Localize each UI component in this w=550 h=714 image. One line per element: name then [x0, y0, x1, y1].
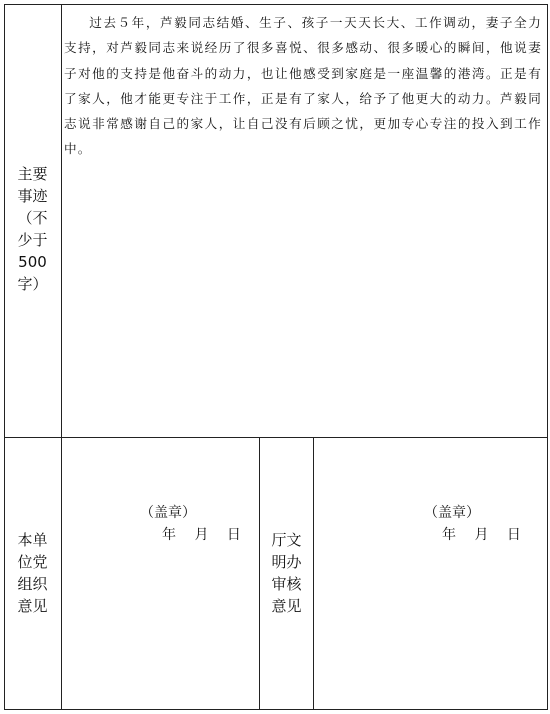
unit-seal-text: （盖章） [140, 505, 196, 521]
main-deeds-label: 主要 事迹 （不 少于 500 字） [17, 165, 48, 293]
main-deeds-content [64, 10, 542, 162]
label-column-divider [61, 4, 62, 710]
row-divider [4, 437, 548, 438]
unit-party-opinion-label: 本单 位党 组织 意见 [17, 531, 48, 615]
office-review-opinion-label: 厅文 明办 审核 意见 [271, 531, 302, 615]
office-date-text: 年 月 日 [442, 527, 521, 543]
unit-date-text: 年 月 日 [162, 527, 241, 543]
main-deeds-paragraph: 过去５年，芦毅同志结婚、生子、孩子一天天长大、工作调动，妻子全力支持，对芦毅同志来说经历了很多喜悦、很多感动、很多暖心的瞬间，他说妻子对他的支持是他奋斗的动力，也让他感受到家庭是一座温馨的港湾。正是有了家人，他才能更专注于工作，正是有了家人，给予了他更大的动力。芦毅同志说非常感谢自己的家人，让自己没有后顾之忧，更加专心专注的投入到工作中。 [64, 15, 542, 157]
lower-divider-right [313, 437, 314, 710]
office-seal-text: （盖章） [424, 505, 480, 521]
